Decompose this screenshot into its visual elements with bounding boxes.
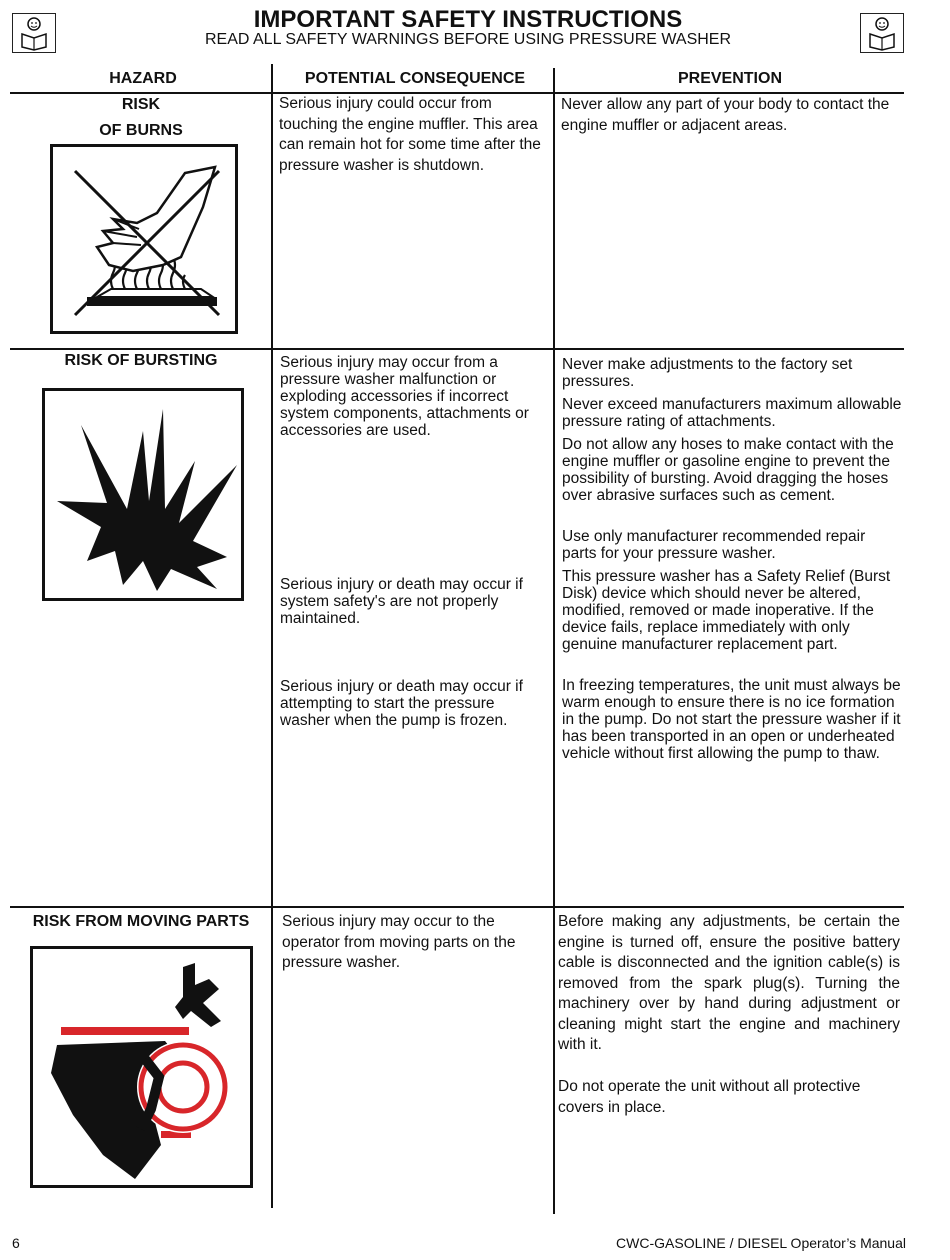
consequence-bursting-2: Serious injury or death may occur if system safety's are not properly maintained. (280, 576, 523, 627)
row-divider-2 (10, 906, 904, 908)
page-title: IMPORTANT SAFETY INSTRUCTIONS (253, 6, 683, 33)
prevention-bursting-4: Use only manufacturer recommended repair parts for your pressure washer. (562, 528, 866, 562)
column-header-prevention: PREVENTION (677, 70, 782, 87)
prevention-bursting-5: This pressure washer has a Safety Relief (Burst Disk) device which should never be altered, modified, removed or made inoperative. If the device fails, replace immediately with only genuine manufacturer replacement part. (562, 568, 891, 653)
hot-surface-icon (50, 144, 238, 334)
hazard-title-bursting: RISK OF BURSTING (64, 352, 218, 369)
column-divider-1 (271, 64, 273, 1208)
prevention-burns: Never allow any part of your body to contact the engine muffler or adjacent areas. (561, 96, 890, 134)
consequence-burns: Serious injury could occur from touching the engine muffler. This area can remain hot for some time after the pressure washer is shutdown. (279, 95, 541, 174)
column-divider-2 (553, 68, 555, 1214)
hazard-title-burns-line1: RISK (121, 96, 161, 113)
prevention-bursting-1: Never make adjustments to the factory set pressures. (562, 356, 853, 390)
column-header-hazard: HAZARD (109, 70, 177, 87)
consequence-bursting-1: Serious injury may occur from a pressure washer malfunction or exploding accessories if incorrect system components, attachments or accessories are used. (280, 354, 529, 439)
moving-parts-icon (30, 946, 253, 1188)
manual-title: CWC-GASOLINE / DIESEL Operator’s Manual (616, 1235, 906, 1251)
column-header-consequence: POTENTIAL CONSEQUENCE (304, 70, 526, 87)
page-number: 6 (12, 1235, 20, 1251)
prevention-moving-parts-1: Before making any adjustments, be certain the engine is turned off, ensure the positive battery cable is disconnected and the ignition cable(s) is removed from the spark plug(s). Turning the machinery over by hand during adjustment or cleaning might start the engine and machinery with it. (558, 913, 900, 1053)
prevention-bursting-2: Never exceed manufacturers maximum allowable pressure rating of attachments. (562, 396, 902, 430)
page-subtitle: READ ALL SAFETY WARNINGS BEFORE USING PRESSURE WASHER (204, 31, 732, 48)
explosion-icon (42, 388, 244, 601)
prevention-bursting-6: In freezing temperatures, the unit must always be warm enough to ensure there is no ice formation in the pump. Do not start the pressure washer if it has been transported in an open or underheated vehicle without first allowing the pump to thaw. (562, 677, 901, 762)
consequence-moving-parts: Serious injury may occur to the operator from moving parts on the pressure washer. (282, 913, 516, 971)
prevention-moving-parts-2: Do not operate the unit without all protective covers in place. (558, 1078, 861, 1116)
hazard-title-burns-line2: OF BURNS (99, 122, 183, 139)
consequence-bursting-3: Serious injury or death may occur if attempting to start the pressure washer when the pump is frozen. (280, 678, 523, 729)
hazard-title-moving-parts: RISK FROM MOVING PARTS (32, 913, 250, 930)
prevention-bursting-3: Do not allow any hoses to make contact with the engine muffler or gasoline engine to prevent the possibility of bursting. Avoid dragging the hoses over abrasive surfaces such as cement. (562, 436, 894, 504)
